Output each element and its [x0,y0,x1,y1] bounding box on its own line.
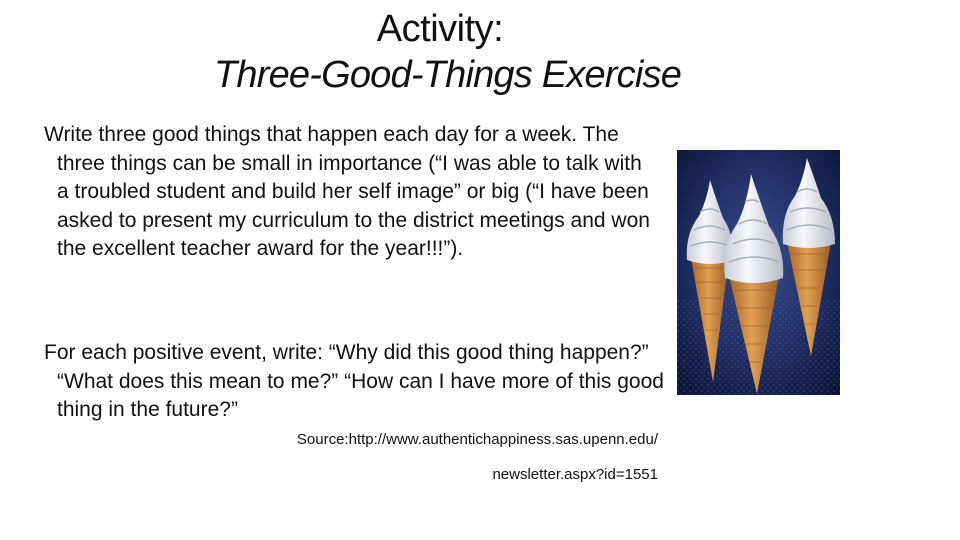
slide-title: Activity: [376,8,504,50]
source-citation-line2: newsletter.aspx?id=1551 [492,466,658,483]
slide-subtitle: Three-Good-Things Exercise [213,54,682,96]
ice-cream-cones-photo [677,150,840,395]
source-citation-line1: Source:http://www.authentichappiness.sas.upenn.edu/ [296,431,658,448]
paragraph-instructions: Write three good things that happen each day for a week. The three things can be small in importance (“I was able to talk with a troubled student and build her self image” or big (“I have been asked to present my curriculum to the district meetings and won the excellent teacher award for the year!!!”). [44,123,650,260]
paragraph-questions: For each positive event, write: “Why did this good thing happen?” “What does this mean to me?” “How can I have more of this good thing in the future?” [44,341,664,421]
